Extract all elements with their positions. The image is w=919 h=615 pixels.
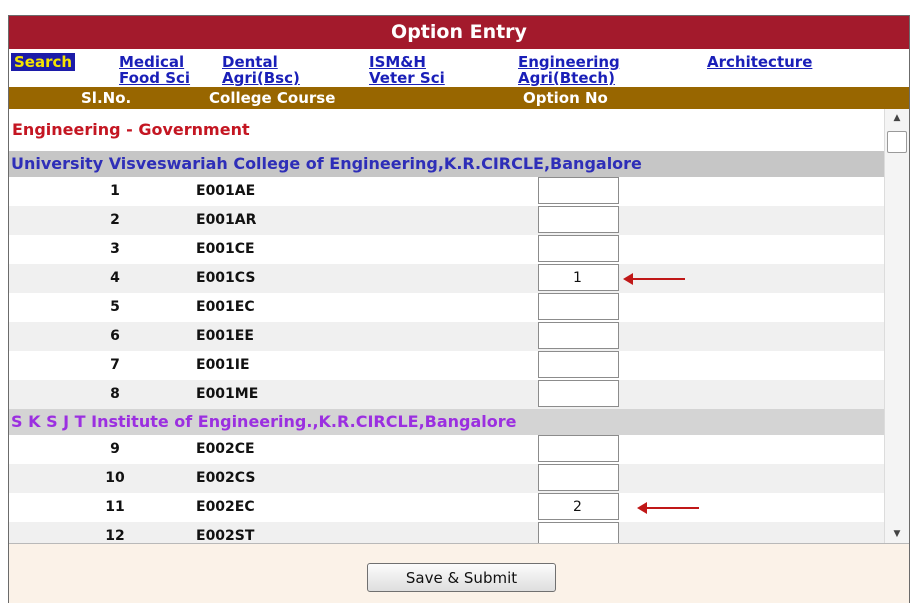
option-input[interactable]: 1 [538,264,619,291]
row-course-code: E002ST [196,528,255,543]
option-entry-panel [8,15,910,603]
row-course-code: E002EC [196,499,255,515]
table-row [9,522,884,543]
table-row [9,435,884,464]
row-slno: 6 [110,328,120,344]
row-slno: 4 [110,270,120,286]
row-course-code: E001AE [196,183,256,199]
table-row [9,206,884,235]
header-college-course: College Course [209,89,336,107]
save-submit-button[interactable]: Save & Submit [367,563,556,592]
nav-link-agri-btech[interactable]: Agri(Btech) [518,69,615,87]
nav-link-medical[interactable]: Medical [119,53,185,71]
category-nav [9,49,909,86]
scrollbar-thumb[interactable] [887,131,907,153]
option-input[interactable] [538,464,619,491]
college-heading: S K S J T Institute of Engineering.,K.R.CIRCLE,Bangalore [9,409,884,435]
row-slno: 8 [110,386,120,402]
option-input[interactable] [538,177,619,204]
page-title: Option Entry [9,16,909,49]
row-slno: 12 [105,528,125,543]
table-row [9,464,884,493]
row-slno: 11 [105,499,125,515]
header-option-no: Option No [523,89,608,107]
scroll-up-arrow-icon[interactable]: ▲ [893,113,901,123]
red-arrow-annotation-icon [645,507,699,509]
row-course-code: E001EE [196,328,254,344]
option-input[interactable]: 2 [538,493,619,520]
row-slno: 2 [110,212,120,228]
row-slno: 1 [110,183,120,199]
row-course-code: E002CE [196,441,255,457]
row-slno: 9 [110,441,120,457]
nav-link-dental[interactable]: Dental [222,53,278,71]
category-heading: Engineering - Government [12,120,250,139]
table-row [9,322,884,351]
option-input[interactable] [538,322,619,349]
table-row [9,380,884,409]
scroll-down-arrow-icon[interactable]: ▼ [893,529,901,539]
table-row [9,351,884,380]
options-list [9,109,884,543]
row-course-code: E001CS [196,270,256,286]
row-course-code: E001EC [196,299,255,315]
nav-link-architecture[interactable]: Architecture [707,53,813,71]
nav-link-agri-bsc[interactable]: Agri(Bsc) [222,69,300,87]
table-row [9,177,884,206]
footer-bar [9,543,909,603]
row-course-code: E001AR [196,212,257,228]
header-slno: Sl.No. [81,89,132,107]
table-row [9,235,884,264]
vertical-scrollbar[interactable] [884,109,909,543]
nav-link-ismh[interactable]: ISM&H [369,53,426,71]
option-input[interactable] [538,235,619,262]
row-slno: 10 [105,470,125,486]
option-input[interactable] [538,293,619,320]
row-course-code: E001ME [196,386,259,402]
option-input[interactable] [538,206,619,233]
nav-link-food-sci[interactable]: Food Sci [119,69,191,87]
table-row [9,293,884,322]
nav-link-search[interactable]: Search [11,53,75,71]
row-course-code: E001CE [196,241,255,257]
table-header [9,87,909,109]
row-slno: 7 [110,357,120,373]
college-heading: University Visveswariah College of Engineering,K.R.CIRCLE,Bangalore [9,151,884,177]
option-input[interactable] [538,380,619,407]
row-slno: 5 [110,299,120,315]
nav-link-engineering[interactable]: Engineering [518,53,620,71]
row-course-code: E001IE [196,357,250,373]
table-row [9,493,884,522]
option-input[interactable] [538,351,619,378]
table-row [9,264,884,293]
options-scroll-area[interactable] [9,109,909,543]
red-arrow-annotation-icon [631,278,685,280]
option-input[interactable] [538,522,619,543]
row-course-code: E002CS [196,470,256,486]
option-input[interactable] [538,435,619,462]
nav-link-veter-sci[interactable]: Veter Sci [369,69,445,87]
row-slno: 3 [110,241,120,257]
